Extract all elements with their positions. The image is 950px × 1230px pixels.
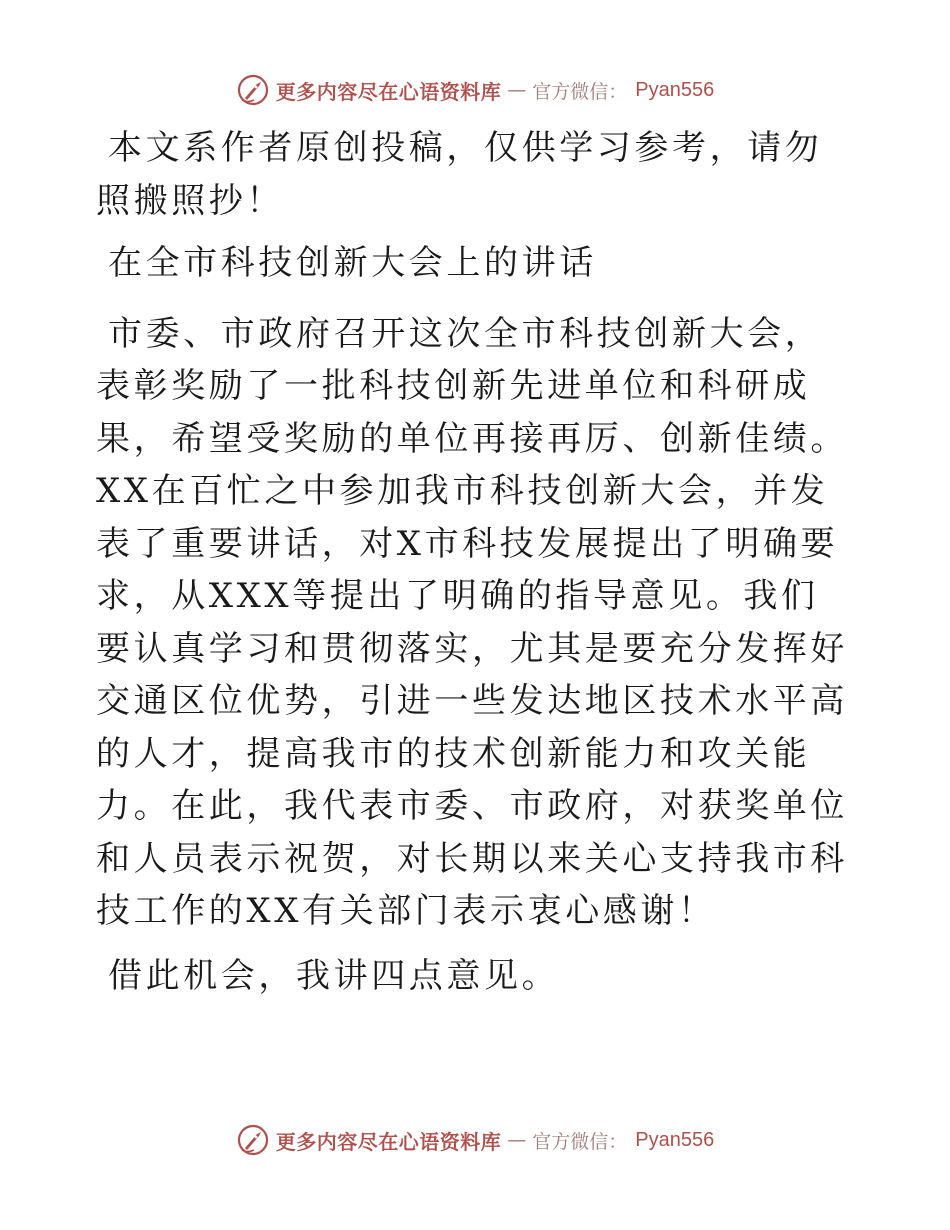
footer-banner: [0, 1122, 950, 1158]
document-body: [96, 122, 856, 1002]
speech-title: 在全市科技创新大会上的讲话: [108, 243, 597, 283]
banner-dash: —: [507, 1129, 527, 1151]
pen-nib-logo-icon: [236, 1123, 270, 1157]
banner-dash: —: [507, 79, 527, 101]
closing-paragraph: 借此机会，我讲四点意见。: [108, 955, 560, 996]
banner-wechat-id: Pyan556: [635, 78, 715, 101]
pen-nib-logo-icon: [236, 73, 270, 107]
copyright-notice: 本文系作者原创投稿，仅供学习参考，请勿照搬照抄！: [96, 128, 823, 221]
banner-official-label: 官方微信：: [532, 1130, 628, 1153]
body-paragraph: 市委、市政府召开这次全市科技创新大会，表彰奖励了一批科技创新先进单位和科研成果，希望受奖励的单位再接再厉、创新佳绩。XX在百忙之中参加我市科技创新大会，并发表了重要讲话，对X市科技发展提出了明确要求，从XXX等提出了明确的指导意见。我们要认真学习和贯彻落实，尤其是要充分发挥好交通区位优势，引进一些发达地区技术水平高的人才，提高我市的技术创新能力和攻关能力。在此，我代表市委、市政府，对获奖单位和人员表示祝贺，对长期以来关心支持我市科技工作的XX有关部门表示衷心感谢！: [96, 313, 848, 931]
banner-main-text: 更多内容尽在心语资料库: [275, 1129, 502, 1154]
banner-wechat-id: Pyan556: [635, 1128, 715, 1151]
header-banner: [0, 72, 950, 108]
banner-main-text: 更多内容尽在心语资料库: [275, 79, 502, 104]
banner-official-label: 官方微信：: [532, 80, 628, 103]
